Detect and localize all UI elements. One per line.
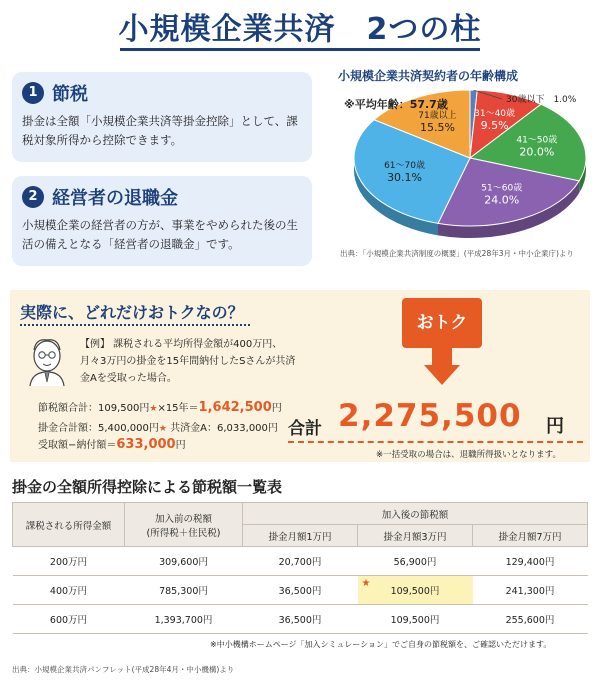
- pillar-description: 掛金は全額「小規模企業共済等掛金控除」として、課税対象所得から控除できます。: [22, 114, 298, 147]
- total-dashed-rule: [288, 441, 583, 443]
- otoku-badge: おトク: [402, 298, 482, 348]
- cell-monthly-7: 241,300円: [473, 576, 588, 605]
- cell-before: 1,393,700円: [125, 605, 243, 634]
- header-monthly-3: 掛金月額3万円: [358, 525, 473, 547]
- table-row: [13, 547, 588, 576]
- calc-line-net-receipt: 受取額−納付額＝633,000円: [38, 437, 186, 452]
- pie-slice-value: 24.0%: [484, 193, 520, 207]
- header-monthly-7: 掛金月額7万円: [473, 525, 588, 547]
- total-label: 合計: [288, 419, 322, 439]
- cell-monthly-3-highlight: ★ 109,500円: [358, 576, 473, 605]
- cell-income: 600万円: [13, 605, 125, 634]
- chart-source: 出典：「小規模企業共済制度の概要」(平成28年3月・中小企業庁)より: [340, 249, 574, 258]
- title-underline: [120, 48, 480, 51]
- total-note: ※一括受取の場合は、退職所得扱いとなります。: [376, 450, 561, 460]
- pie-slice-value: 15.5%: [419, 120, 455, 134]
- table-title: 掛金の全額所得控除による節税額一覧表: [12, 478, 283, 496]
- pillar-description: 小規模企業の経営者の方が、事業をやめられた後の生活の備えとなる「経営者の退職金」です。: [22, 218, 298, 251]
- example-description: 【例】 課税される平均所得金額が400万円、月々3万円の掛金を15年間納付したSさんが共済金Aを受取った場合。: [80, 339, 296, 384]
- pie-slice-value: 30.1%: [387, 170, 423, 184]
- cell-monthly-7: 129,400円: [473, 547, 588, 576]
- header-after: 加入後の節税額: [243, 503, 588, 525]
- businessman-illustration: [24, 336, 70, 386]
- page-title: 小規模企業共済 2つの柱: [118, 12, 482, 47]
- header-before-tax: 加入前の税額 (所得税＋住民税): [125, 503, 243, 547]
- star-icon: ★: [149, 404, 158, 414]
- pillar-title: 節税: [52, 84, 88, 105]
- tax-saving-table: [12, 502, 588, 634]
- arrow-down-icon: [424, 347, 460, 385]
- pillar-number-badge: 1: [22, 82, 44, 104]
- pie-slice-label: 31〜40歳: [474, 108, 516, 119]
- pie-slice-label: 61〜70歳: [384, 160, 425, 171]
- total-unit: 円: [546, 416, 564, 437]
- cell-monthly-7: 255,600円: [473, 605, 588, 634]
- heading-dotted-rule: [20, 324, 250, 326]
- pie-slice-value: 20.0%: [519, 145, 555, 159]
- cell-monthly-1: 36,500円: [243, 605, 358, 634]
- savings-heading: 実際に、どれだけおトクなの？: [20, 303, 244, 322]
- pie-slice-value: 9.5%: [480, 118, 509, 132]
- cell-monthly-1: 20,700円: [243, 547, 358, 576]
- table-note: ※中小機構ホームページ「加入シミュレーション」でご自身の節税額を、ご確認いただけます。: [210, 640, 552, 649]
- calc-line-tax-saving: 節税額合計：109,500円★×15年＝1,642,500円: [38, 400, 282, 415]
- table-row: [13, 576, 588, 605]
- pillar-tax-saving: [12, 72, 312, 162]
- tax-saving-total: 1,642,500: [198, 400, 272, 415]
- pillar-title: 経営者の退職金: [52, 188, 178, 209]
- pie-slice-label: 71歳以上: [418, 110, 457, 121]
- pie-slice-label: 30歳以下 1.0%: [506, 95, 577, 105]
- star-icon: ★: [158, 424, 167, 434]
- pillar-retirement: [12, 176, 312, 266]
- pie-slice-label: 51〜60歳: [481, 183, 523, 194]
- chart-annotation-average-age: ※平均年齢：57.7歳: [344, 98, 448, 111]
- cell-before: 309,600円: [125, 547, 243, 576]
- cell-monthly-3: 56,900円: [358, 547, 473, 576]
- cell-before: 785,300円: [125, 576, 243, 605]
- pie-slice-label: 41〜50歳: [516, 135, 558, 146]
- header-monthly-1: 掛金月額1万円: [243, 525, 358, 547]
- cell-monthly-1: 36,500円: [243, 576, 358, 605]
- cell-income: 200万円: [13, 547, 125, 576]
- total-value: 2,275,500: [338, 398, 522, 434]
- net-receipt-value: 633,000: [116, 437, 176, 452]
- cell-monthly-3: 109,500円: [358, 605, 473, 634]
- cell-income: 400万円: [13, 576, 125, 605]
- chart-title: 小規模企業共済契約者の年齢構成: [338, 69, 519, 83]
- pillar-number-badge: 2: [22, 186, 44, 208]
- table-source: 出典：小規模企業共済パンフレット(平成28年4月・中小機構)より: [12, 665, 235, 674]
- table-row: [13, 605, 588, 634]
- star-icon: ★: [361, 578, 371, 589]
- calc-line-contribution: 掛金合計額：5,400,000円★ 共済金A：6,033,000円: [38, 423, 278, 434]
- header-income: 課税される所得金額: [13, 503, 125, 547]
